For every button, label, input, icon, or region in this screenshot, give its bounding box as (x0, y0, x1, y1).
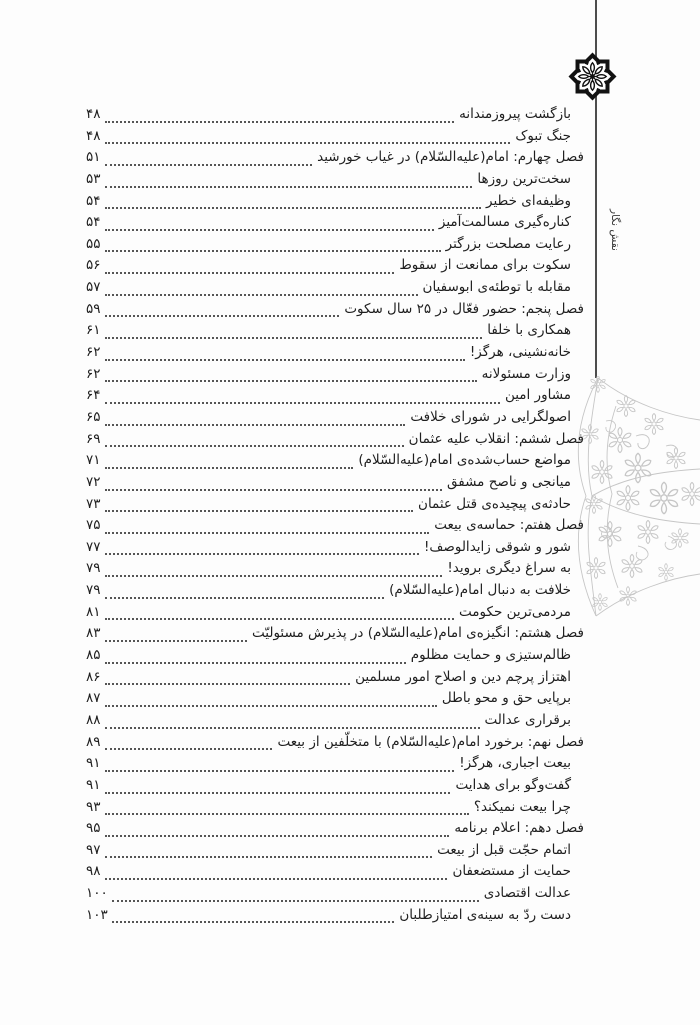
toc-entry-page: ۸۷ (86, 690, 101, 707)
toc-entry-title: مقابله با توطئه‌ی ابوسفیان (422, 279, 571, 296)
toc-entry-title: ظالم‌ستیزی و حمایت مظلوم (410, 647, 571, 664)
toc-entry-title: گفت‌وگو برای هدایت (455, 776, 571, 793)
toc-entry-page: ۶۲ (86, 344, 101, 361)
toc-entry (86, 322, 584, 344)
toc-entry-page: ۸۶ (86, 668, 101, 685)
dot-leader (105, 186, 473, 188)
dot-leader (105, 792, 451, 794)
toc-entry-title: خلافت به دنبال امام(علیه‌السّلام) (389, 582, 571, 599)
toc-entry-title: فصل هشتم: انگیزه‌ی امام(علیه‌السّلام) در پذیرش مسئولیّت (252, 625, 584, 642)
toc-entry (86, 344, 584, 366)
toc-entry (86, 777, 584, 799)
toc-entry (86, 431, 584, 453)
toc-entry (86, 366, 584, 388)
toc-entry (86, 842, 584, 864)
toc-entry-title: مواضع حساب‌شده‌ی امام(علیه‌السّلام) (358, 452, 571, 469)
toc-entry (86, 279, 584, 301)
dot-leader (105, 835, 450, 837)
toc-entry (86, 517, 584, 539)
toc-entry-page: ۹۱ (86, 776, 101, 793)
dot-leader (105, 359, 465, 361)
toc-entry (86, 669, 584, 691)
toc-entry-page: ۸۳ (86, 625, 101, 642)
toc-entry-title: سکوت برای ممانعت از سقوط (399, 257, 571, 274)
toc-entry (86, 647, 584, 669)
toc-entry (86, 387, 584, 409)
dot-leader (105, 683, 351, 685)
toc-entry-title: اصولگرایی در شورای خلافت (410, 408, 571, 425)
toc-entry (86, 604, 584, 626)
dot-leader (105, 272, 395, 274)
dot-leader (105, 662, 406, 664)
toc-entry (86, 496, 584, 518)
toc-entry (86, 149, 584, 171)
toc-entry-title: سخت‌ترین روزها (477, 170, 571, 187)
toc-entry-page: ۵۳ (86, 170, 101, 187)
toc-entry-page: ۸۹ (86, 733, 101, 750)
dot-leader (112, 921, 395, 923)
toc-entry (86, 799, 584, 821)
toc-entry (86, 236, 584, 258)
toc-entry-page: ۵۴ (86, 192, 101, 209)
toc-entry-title: مردمی‌ترین حکومت (459, 603, 571, 620)
toc-entry-title: اهتزاز پرچم دین و اصلاح امور مسلمین (355, 668, 571, 685)
toc-entry-title: همکاری با خلفا (487, 322, 571, 339)
dot-leader (105, 121, 455, 123)
toc-entry-page: ۷۵ (86, 517, 101, 534)
toc-entry (86, 452, 584, 474)
eight-point-star-rosette-icon (566, 50, 619, 103)
toc-entry (86, 863, 584, 885)
toc-entry (86, 820, 584, 842)
toc-entry-title: بیعت اجباری، هرگز! (459, 755, 571, 772)
toc-entry-title: چرا بیعت نمیکند؟ (473, 798, 571, 815)
toc-entry-page: ۷۳ (86, 495, 101, 512)
toc-entry-title: رعایت مصلحت بزرگتر (445, 235, 571, 252)
toc-entry (86, 474, 584, 496)
toc-entry-page: ۴۸ (86, 106, 101, 122)
toc-entry-page: ۵۴ (86, 214, 101, 231)
dot-leader (105, 705, 437, 707)
toc-entry-title: خانه‌نشینی، هرگز! (469, 344, 571, 361)
dot-leader (105, 489, 443, 491)
dot-leader (105, 748, 273, 750)
toc-entry (86, 171, 584, 193)
toc-entry (86, 128, 584, 150)
dot-leader (105, 315, 340, 317)
toc-entry (86, 214, 584, 236)
toc-entry (86, 193, 584, 215)
toc-entry-page: ۶۵ (86, 408, 101, 425)
dot-leader (105, 337, 483, 339)
toc-entry-page: ۹۵ (86, 820, 101, 837)
toc-entry-page: ۱۰۰ (86, 885, 108, 902)
toc-entry-page: ۵۵ (86, 235, 101, 252)
dot-leader (105, 164, 313, 166)
toc-entry (86, 582, 584, 604)
dot-leader (112, 900, 479, 902)
toc-entry-title: دست ردّ به سینه‌ی امتیازطلبان (399, 906, 571, 923)
dot-leader (105, 813, 469, 815)
dot-leader (105, 878, 448, 880)
toc-entry-page: ۹۷ (86, 841, 101, 858)
dot-leader (105, 640, 247, 642)
toc-entry (86, 301, 584, 323)
toc-entry-page: ۶۲ (86, 365, 101, 382)
dot-leader (105, 597, 385, 599)
toc-entry (86, 690, 584, 712)
dot-leader (105, 380, 477, 382)
dot-leader (105, 856, 433, 858)
toc-entry-page: ۷۱ (86, 452, 101, 469)
toc-entry-title: جنگ تبوک (515, 127, 571, 144)
toc-entry-page: ۵۶ (86, 257, 101, 274)
toc-entry-page: ۵۱ (86, 149, 101, 166)
toc-entry-page: ۸۱ (86, 603, 101, 620)
dot-leader (105, 250, 441, 252)
dot-leader (105, 402, 500, 404)
toc-entry (86, 907, 584, 929)
dot-leader (105, 467, 354, 469)
toc-entry-title: فصل هفتم: حماسه‌ی بیعت (434, 517, 584, 534)
toc-entry-title: عدالت اقتصادی (483, 885, 571, 902)
toc-entry-title: فصل نهم: برخورد امام(علیه‌السّلام) با متخلّفین از بیعت (277, 733, 584, 750)
dot-leader (105, 575, 443, 577)
dot-leader (105, 553, 419, 555)
toc-entry (86, 106, 584, 128)
toc-entry (86, 625, 584, 647)
dot-leader (105, 770, 455, 772)
dot-leader (105, 229, 434, 231)
toc-entry-title: وظیفه‌ای خطیر (486, 192, 571, 209)
dot-leader (105, 445, 404, 447)
toc-entry-title: بازگشت پیروزمندانه (459, 106, 571, 122)
dot-leader (105, 424, 406, 426)
dot-leader (105, 532, 430, 534)
toc-entry-page: ۷۹ (86, 582, 101, 599)
toc-entry-page: ۵۷ (86, 279, 101, 296)
toc-entry-title: شور و شوقی زایدالوصف! (424, 538, 571, 555)
toc-entry-page: ۶۱ (86, 322, 101, 339)
toc-entry-page: ۶۴ (86, 387, 101, 404)
dot-leader (105, 618, 455, 620)
dot-leader (105, 207, 482, 209)
toc-entry (86, 755, 584, 777)
toc-entry (86, 560, 584, 582)
toc-entry (86, 885, 584, 907)
toc-entry-title: فصل چهارم: امام(علیه‌السّلام) در غیاب خورشید (317, 149, 584, 166)
toc-entry-page: ۸۸ (86, 711, 101, 728)
toc-entry-title: حادثه‌ی پیچیده‌ی قتل عثمان (418, 495, 571, 512)
toc-entry-page: ۴۸ (86, 127, 101, 144)
toc-entry-page: ۱۰۳ (86, 906, 108, 923)
toc-entry-page: ۵۹ (86, 300, 101, 317)
toc-entry (86, 257, 584, 279)
toc-entry-title: حمایت از مستضعفان (452, 863, 571, 880)
toc-entry-title: مشاور امین (504, 387, 571, 404)
toc-entry-page: ۷۷ (86, 538, 101, 555)
toc-entry-title: فصل پنجم: حضور فعّال در ۲۵ سال سکوت (344, 300, 584, 317)
toc-entry (86, 712, 584, 734)
side-label: نقش نگار (609, 209, 621, 251)
toc-entry-page: ۸۵ (86, 647, 101, 664)
dot-leader (105, 510, 414, 512)
toc-entry-title: میانجی و ناصح مشفق (447, 473, 571, 490)
toc-entry-title: وزارت مسئولانه (481, 365, 571, 382)
dot-leader (105, 727, 480, 729)
toc-entry-page: ۶۹ (86, 430, 101, 447)
table-of-contents (86, 106, 584, 928)
dot-leader (105, 294, 418, 296)
toc-entry-page: ۹۳ (86, 798, 101, 815)
toc-entry-title: فصل ششم: انقلاب علیه عثمان (408, 430, 584, 447)
toc-entry-title: اتمام حجّت قبل از بیعت (437, 841, 571, 858)
toc-entry-title: برقراری عدالت (484, 711, 571, 728)
toc-entry-page: ۹۱ (86, 755, 101, 772)
toc-entry (86, 539, 584, 561)
toc-entry (86, 409, 584, 431)
toc-entry-page: ۷۹ (86, 560, 101, 577)
dot-leader (105, 142, 511, 144)
toc-entry-page: ۷۲ (86, 473, 101, 490)
toc-entry-page: ۹۸ (86, 863, 101, 880)
toc-entry-title: فصل دهم: اعلام برنامه (454, 820, 584, 837)
toc-entry-title: به سراغ دیگری بروید! (447, 560, 571, 577)
toc-entry-title: برپایی حق و محو باطل (441, 690, 571, 707)
arabesque-watermark-icon (576, 376, 700, 618)
toc-entry-title: کناره‌گیری مسالمت‌آمیز (438, 214, 571, 231)
toc-entry (86, 734, 584, 756)
